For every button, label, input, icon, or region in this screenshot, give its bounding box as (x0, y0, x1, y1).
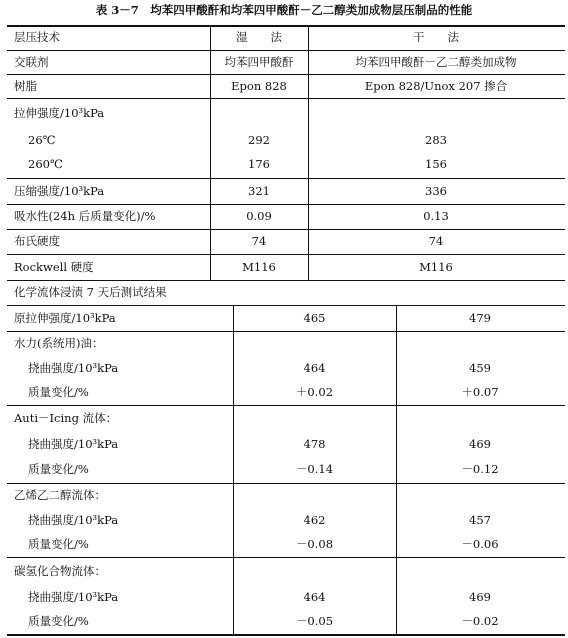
row-dry-value: 0.13 (423, 209, 449, 223)
row-dry-value: 均苯四甲酸酐－乙二醇类加成物 (355, 55, 517, 69)
header-dry: 干 法 (413, 30, 459, 44)
row-wet-value: Epon 828 (231, 79, 287, 93)
fluid-row-label: 质量变化/% (28, 614, 89, 628)
fluid-name: 碳氢化合物流体： (14, 564, 106, 578)
fluid-wet-value: －0.14 (295, 462, 334, 476)
top-rule (7, 25, 565, 27)
row-rule (7, 178, 565, 179)
fluid-dry-value: －0.12 (461, 462, 499, 476)
row-rule (7, 557, 565, 558)
tensile-dry-value: 156 (425, 157, 447, 171)
fluid-dry-value: －0.02 (461, 614, 499, 628)
fluid-name: 水力(系统用)油： (14, 336, 104, 350)
fluid-row-label: 质量变化/% (28, 537, 89, 551)
row-label: 原拉伸强度/10³kPa (14, 311, 116, 325)
fluid-row-label: 挠曲强度/10³kPa (28, 361, 119, 375)
row-wet-value: 均苯四甲酸酐 (224, 55, 294, 69)
header-label: 层压技术 (14, 30, 60, 44)
fluid-dry-value: ＋0.07 (461, 385, 499, 399)
tensile-wet-value: 176 (248, 157, 270, 171)
row-rule (7, 254, 565, 255)
fluid-dry-value: 469 (469, 437, 491, 451)
tensile-label: 拉伸强度/10³kPa (14, 106, 105, 120)
fluid-row-label: 挠曲强度/10³kPa (28, 513, 119, 527)
row-wet-value: 74 (251, 234, 267, 248)
fluid-dry-value: 459 (469, 361, 491, 375)
fluid-wet-value: 462 (303, 513, 326, 527)
fluid-name: 乙烯乙二醇流体： (14, 488, 106, 502)
row-dry-value: M116 (419, 260, 453, 274)
tensile-dry-value: 283 (425, 133, 447, 147)
fluid-wet-value: 464 (303, 361, 326, 375)
row-rule (7, 74, 565, 75)
row-label: Rockwell 硬度 (14, 260, 94, 274)
row-dry-value: 74 (428, 234, 444, 248)
bottom-rule (7, 634, 565, 636)
row-rule (7, 204, 565, 205)
fluid-dry-value: 469 (469, 590, 491, 604)
fluid-row-label: 挠曲强度/10³kPa (28, 590, 119, 604)
row-rule (7, 98, 565, 99)
row-wet-value: M116 (242, 260, 276, 274)
row-label: 布氏硬度 (14, 234, 60, 248)
fluid-row-label: 质量变化/% (28, 462, 89, 476)
row-dry-value: 479 (469, 311, 491, 325)
tensile-sub-label: 260℃ (28, 157, 63, 171)
row-rule (7, 483, 565, 484)
row-dry-value: Epon 828/Unox 207 掺合 (364, 79, 508, 93)
fluid-wet-value: ＋0.02 (295, 385, 334, 399)
fluid-wet-value: 478 (303, 437, 326, 451)
row-wet-value: 321 (248, 184, 270, 198)
section-heading: 化学流体浸渍 7 天后测试结果 (14, 285, 167, 299)
row-wet-value: 465 (303, 311, 326, 325)
header-wet: 湿 法 (236, 30, 282, 44)
row-label: 压缩强度/10³kPa (14, 184, 105, 198)
fluid-row-label: 质量变化/% (28, 385, 89, 399)
fluid-wet-value: －0.05 (295, 614, 334, 628)
row-dry-value: 336 (425, 184, 447, 198)
row-rule (7, 405, 565, 406)
row-label: 树脂 (14, 79, 37, 93)
fluid-dry-value: 457 (469, 513, 491, 527)
row-rule (7, 331, 565, 332)
fluid-name: Auti－Icing 流体： (14, 411, 118, 425)
fluid-dry-value: －0.06 (461, 537, 499, 551)
fluid-wet-value: －0.08 (295, 537, 334, 551)
fluid-wet-value: 464 (303, 590, 326, 604)
tensile-wet-value: 292 (248, 133, 270, 147)
row-rule (7, 280, 565, 281)
row-label: 吸水性(24h 后质量变化)/% (14, 209, 156, 223)
table-caption: 表 3－7 均苯四甲酸酐和均苯四甲酸酐－乙二醇类加成物层压制品的性能 (95, 3, 473, 17)
row-wet-value: 0.09 (246, 209, 272, 223)
row-rule (7, 305, 565, 306)
tensile-sub-label: 26℃ (28, 133, 56, 147)
row-label: 交联剂 (14, 55, 49, 69)
row-rule (7, 50, 565, 51)
row-rule (7, 229, 565, 230)
fluid-row-label: 挠曲强度/10³kPa (28, 437, 119, 451)
